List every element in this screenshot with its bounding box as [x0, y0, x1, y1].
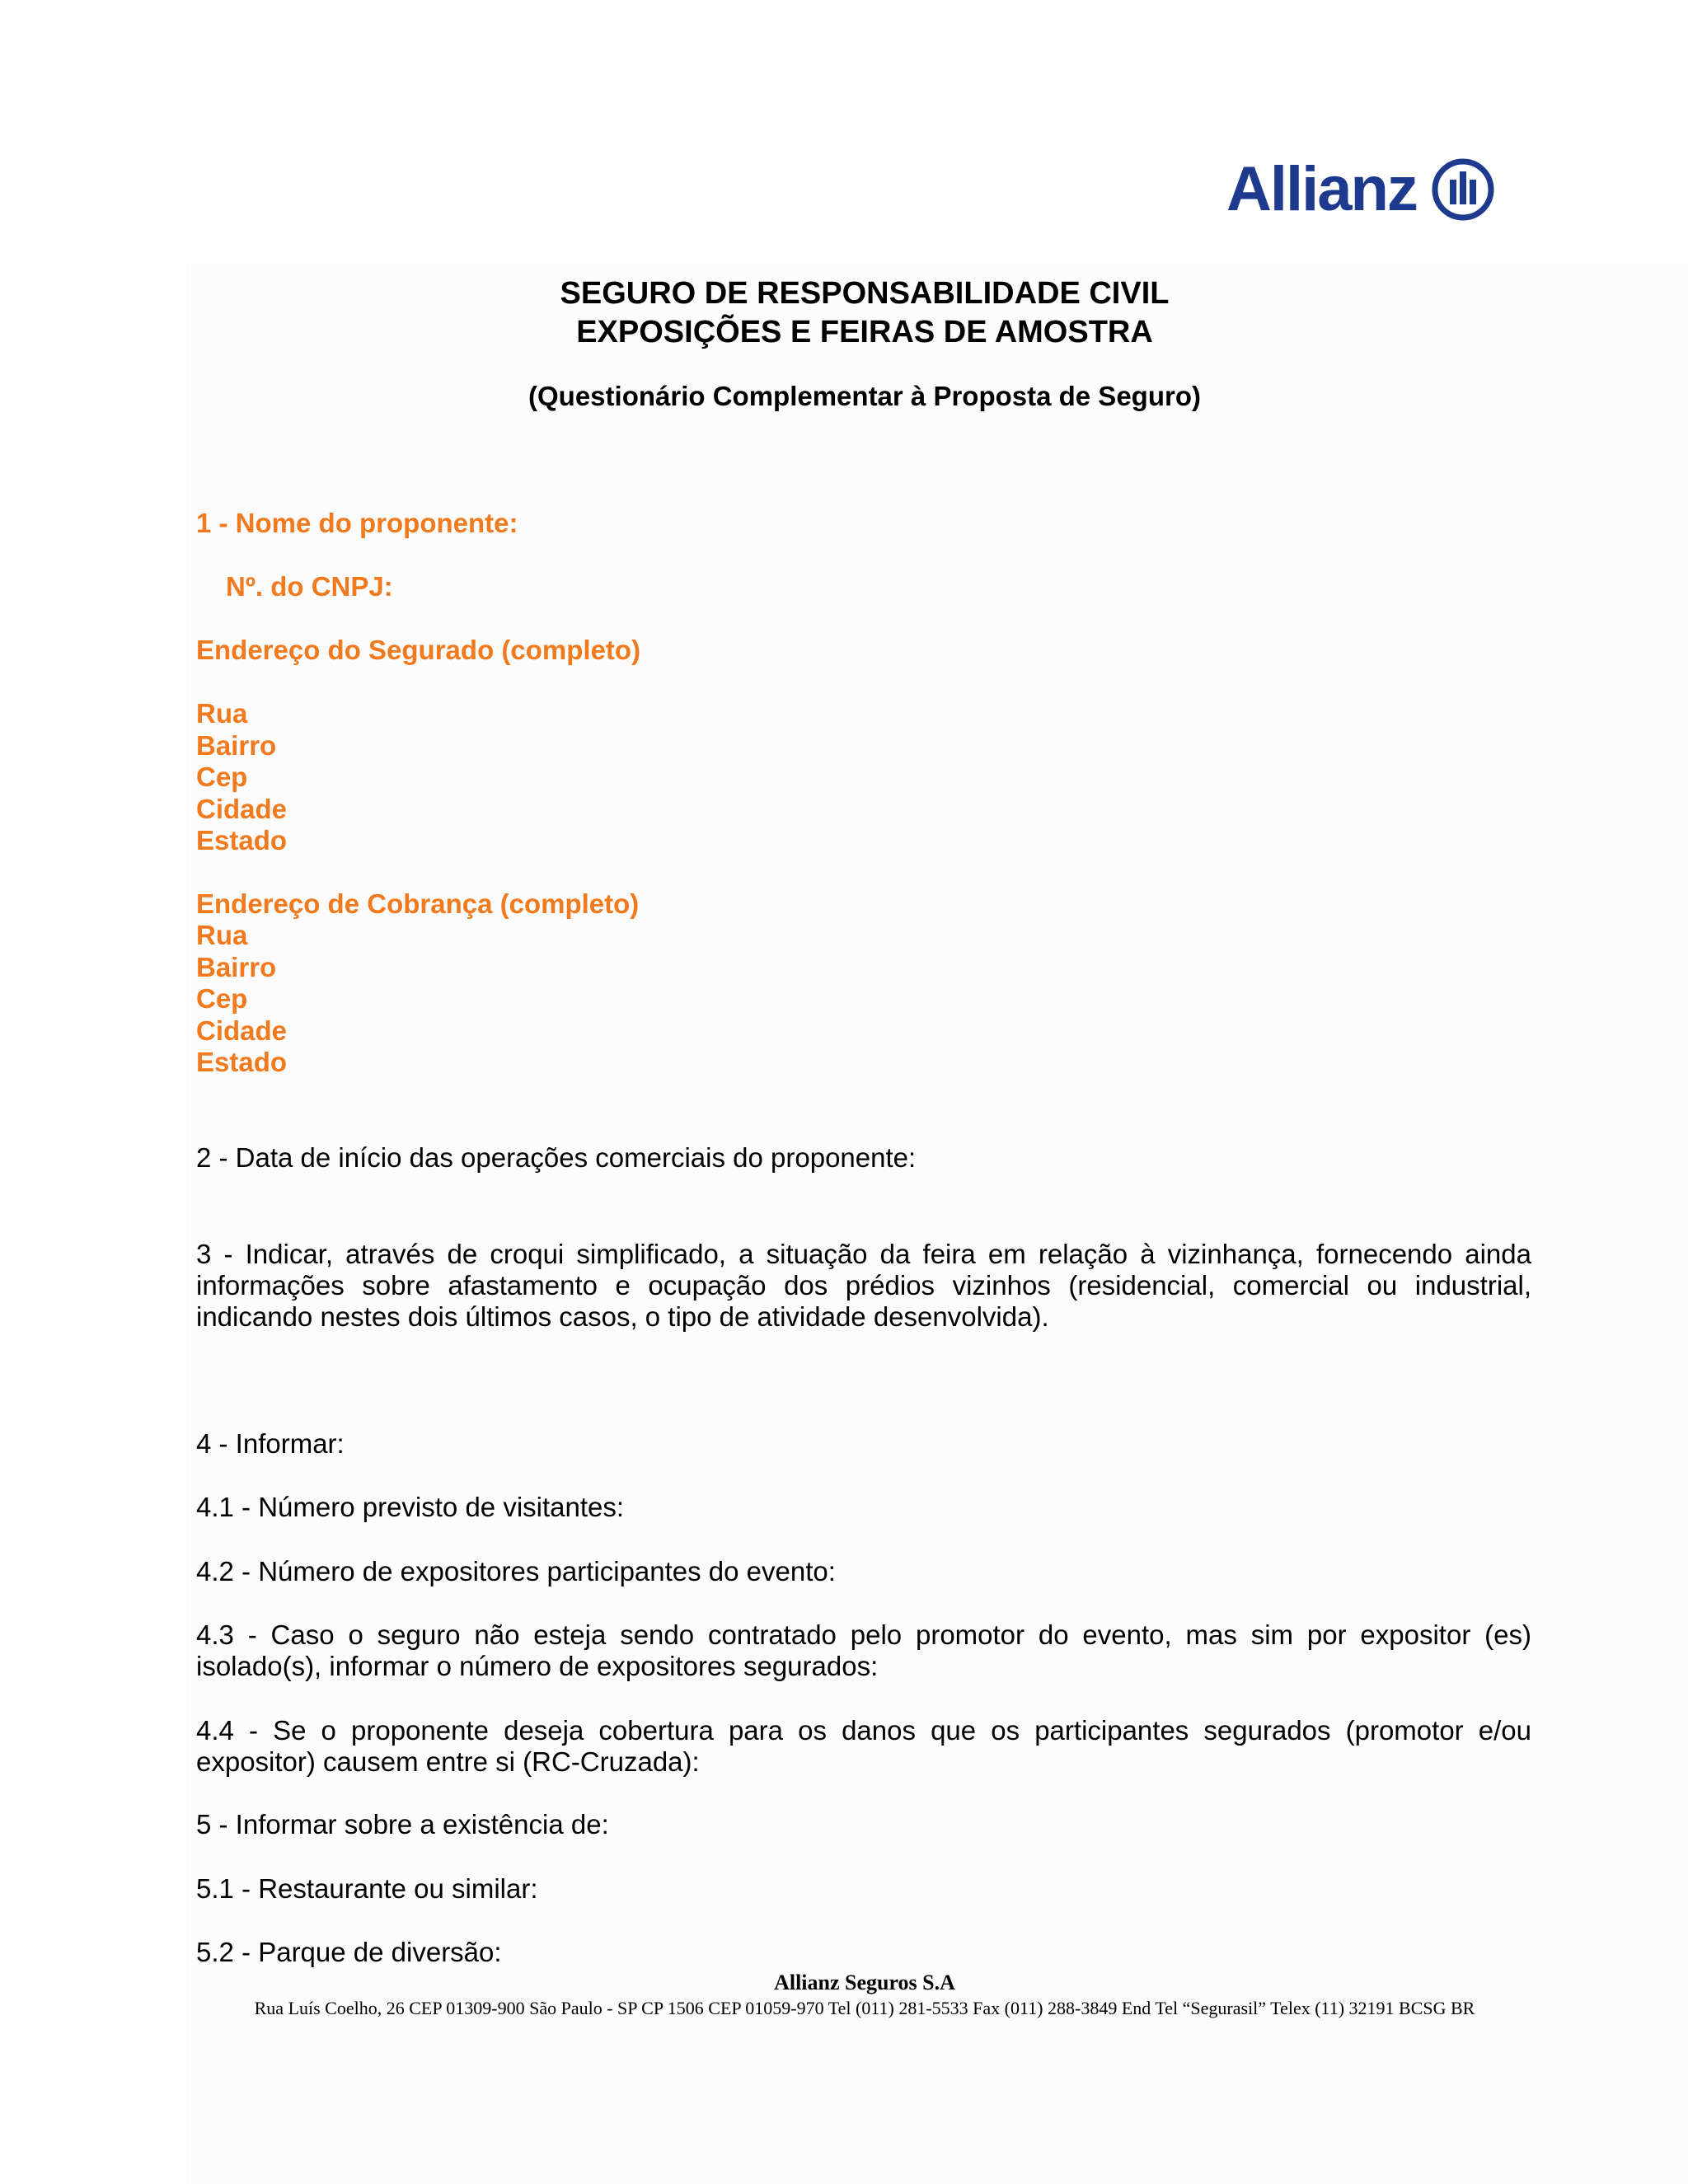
question-4-4: 4.4 - Se o proponente deseja cobertura para os danos que os participantes segurados (promotor e/ou expositor) causem entre si (RC-Cruzada):	[196, 1715, 1531, 1777]
question-3: 3 - Indicar, através de croqui simplificado, a situação da feira em relação à vizinhança, fornecendo ainda informações sobre afastamento e ocupação dos prédios vizinhos (residencial, comercial ou industrial, indicando nestes dois últimos casos, o tipo de atividade desenvolvida).	[196, 1239, 1531, 1332]
footer-address: Rua Luís Coelho, 26 CEP 01309-900 São Paulo - SP CP 1506 CEP 01059-970 Tel (011) 281-5533 Fax (011) 288-3849 End Tel “Segurasil” Telex (11) 32191 BCSG BR	[254, 1998, 1475, 2018]
question-5-1: 5.1 - Restaurante ou similar:	[196, 1873, 538, 1904]
document-title-line-2: EXPOSIÇÕES E FEIRAS DE AMOSTRA	[576, 315, 1153, 349]
allianz-eagle-icon	[1430, 157, 1496, 223]
cobranca-cidade: Cidade	[196, 1015, 288, 1046]
cobranca-bairro: Bairro	[196, 952, 277, 982]
footer-company: Allianz Seguros S.A	[774, 1971, 955, 1994]
field-cnpj: Nº. do CNPJ:	[226, 571, 393, 602]
question-5: 5 - Informar sobre a existência de:	[196, 1809, 609, 1840]
field-nome-proponente: 1 - Nome do proponente:	[196, 508, 518, 538]
document-title-line-1: SEGURO DE RESPONSABILIDADE CIVIL	[560, 276, 1170, 311]
question-4-2: 4.2 - Número de expositores participantes do evento:	[196, 1556, 836, 1586]
cobranca-estado: Estado	[196, 1047, 288, 1077]
question-5-2: 5.2 - Parque de diversão:	[196, 1937, 502, 1967]
question-2: 2 - Data de início das operações comerciais do proponente:	[196, 1142, 917, 1173]
logo-wordmark: Allianz	[1226, 154, 1417, 224]
segurado-rua: Rua	[196, 698, 248, 729]
allianz-logo	[1226, 154, 1496, 224]
cobranca-rua: Rua	[196, 920, 248, 950]
heading-endereco-segurado: Endereço do Segurado (completo)	[196, 635, 641, 665]
segurado-cep: Cep	[196, 762, 248, 792]
segurado-estado: Estado	[196, 825, 288, 855]
document-subtitle: (Questionário Complementar à Proposta de Seguro)	[528, 381, 1201, 411]
heading-endereco-cobranca: Endereço de Cobrança (completo)	[196, 888, 640, 919]
segurado-cidade: Cidade	[196, 794, 288, 824]
cobranca-cep: Cep	[196, 983, 248, 1014]
question-4: 4 - Informar:	[196, 1428, 345, 1459]
question-4-3: 4.3 - Caso o seguro não esteja sendo contratado pelo promotor do evento, mas sim por expositor (es) isolado(s), informar o número de expositores segurados:	[196, 1619, 1531, 1681]
segurado-bairro: Bairro	[196, 730, 277, 761]
question-4-1: 4.1 - Número previsto de visitantes:	[196, 1492, 625, 1522]
